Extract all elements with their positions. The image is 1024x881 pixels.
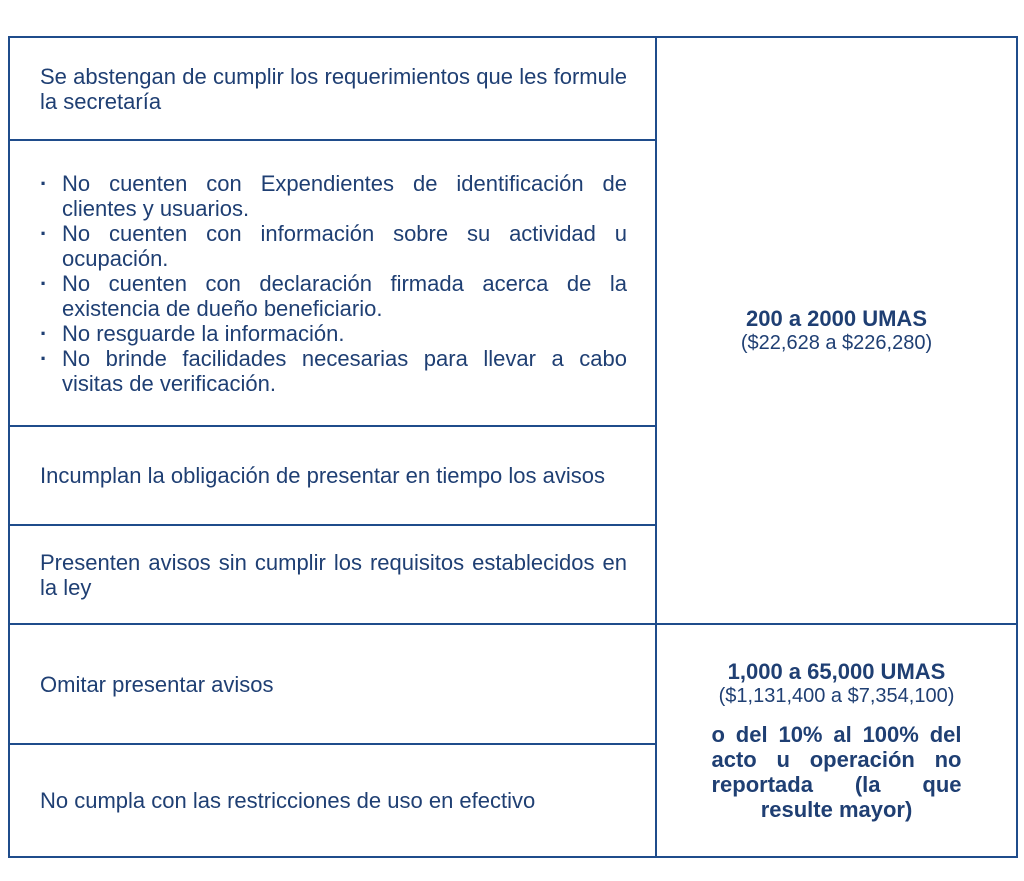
table-row [10, 38, 655, 139]
table-row [10, 745, 655, 856]
row-text: Incumplan la obligación de presentar en tiempo los avisos [40, 463, 605, 488]
row-text: Presenten avisos sin cumplir los requisitos establecidos en la ley [40, 549, 627, 600]
list-item: · No cuenten con declaración firmada acerca de la existencia de dueño beneficiario. [40, 271, 627, 321]
fine-headline: 200 a 2000 UMAS [746, 306, 927, 331]
fine-alternative: o del 10% al 100% del acto u operación no reportada (la que resulte mayor) [711, 722, 962, 822]
bullet-list [40, 171, 627, 396]
row-text: Se abstengan de cumplir los requerimientos que les formule la secretaría [40, 63, 627, 114]
fine-headline: 1,000 a 65,000 UMAS [727, 659, 946, 684]
list-item: · No cuenten con información sobre su actividad u ocupación. [40, 221, 627, 271]
list-item: · No resguarde la información. [40, 321, 627, 346]
fine-cell [657, 38, 1016, 623]
row-text: No cumpla con las restricciones de uso en efectivo [40, 788, 536, 813]
list-item: · No cuenten con Expendientes de identificación de clientes y usuarios. [40, 171, 627, 221]
row-text: Omitar presentar avisos [40, 671, 274, 697]
list-item: · No brinde facilidades necesarias para llevar a cabo visitas de verificación. [40, 346, 627, 396]
table-row [10, 141, 655, 425]
fine-amount: ($1,131,400 a $7,354,100) [718, 685, 955, 707]
table-row [10, 526, 655, 623]
sanctions-table [8, 36, 1018, 858]
table-row [10, 427, 655, 524]
fine-cell [657, 625, 1016, 856]
fine-amount: ($22,628 a $226,280) [740, 332, 933, 354]
table-row [10, 625, 655, 743]
